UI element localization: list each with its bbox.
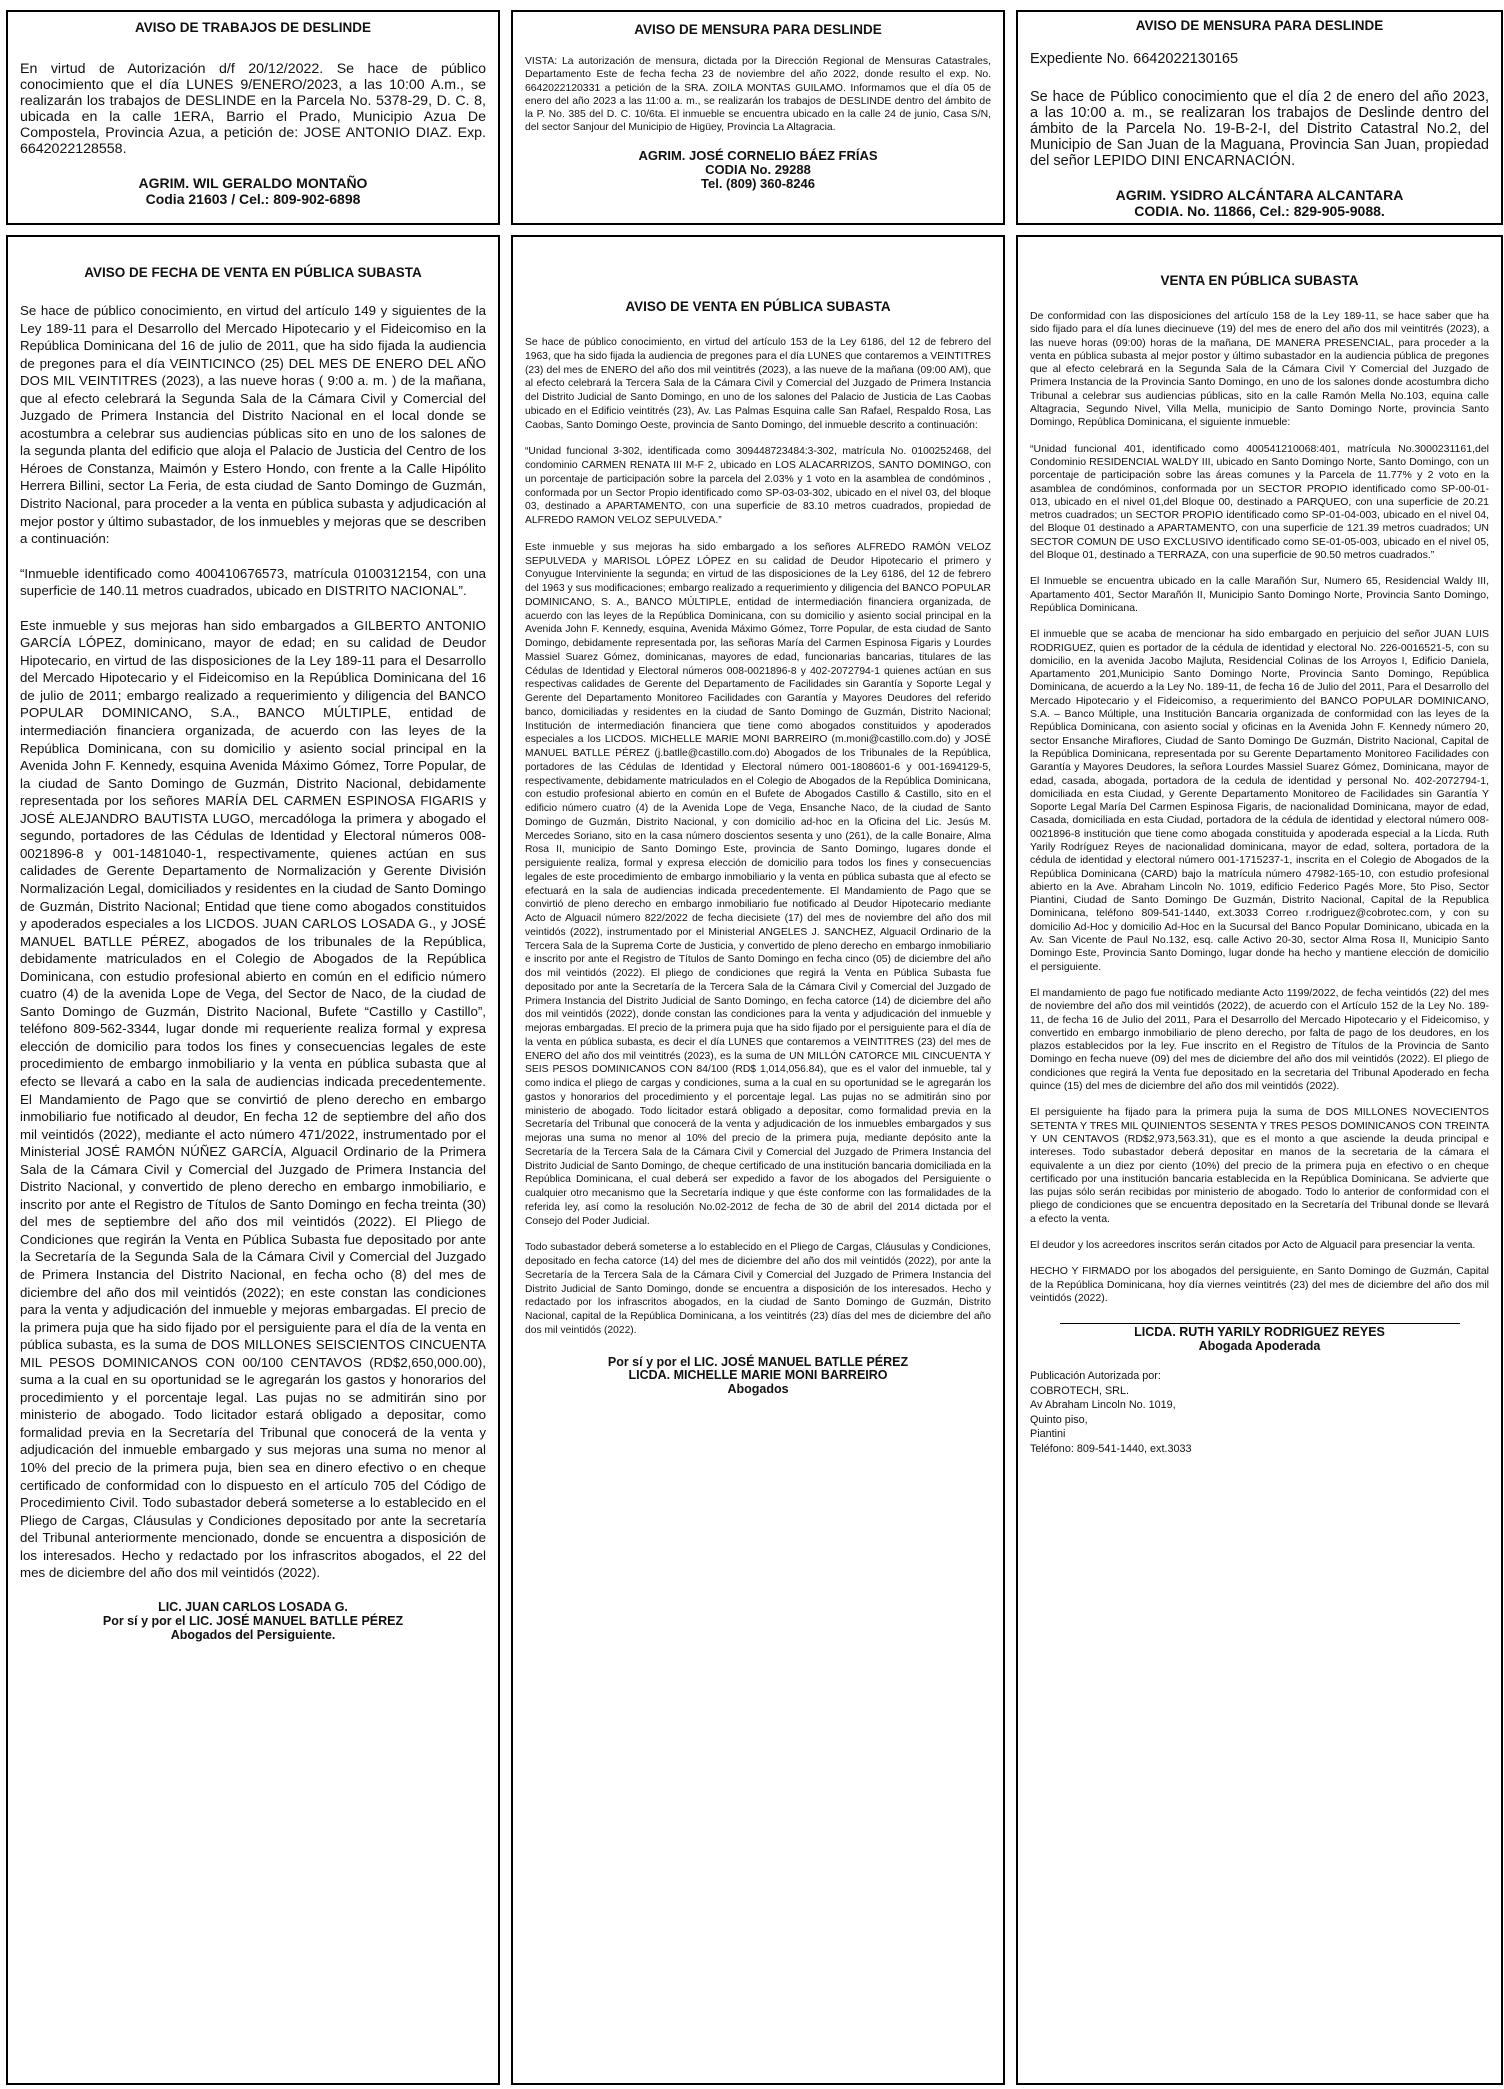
- signer-line: Por sí y por el LIC. JOSÉ MANUEL BATLLE PÉREZ: [607, 1354, 909, 1369]
- notice-paragraph: “Inmueble identificado como 400410676573, matrícula 0100312154, con una superficie de 140.11 metros cuadrados, ubicado en DISTRITO NACIONAL”.: [20, 565, 486, 599]
- signer-name: AGRIM. YSIDRO ALCÁNTARA ALCANTARA: [1115, 187, 1404, 203]
- notice-title: AVISO DE MENSURA PARA DESLINDE: [634, 22, 882, 37]
- notice-paragraph: Todo subastador deberá someterse a lo establecido en el Pliego de Cargas, Cláusulas y Condiciones, depositado en fecha catorce (14) del mes de diciembre del año dos mil veintidós (2022), por ante la Secretaría de la Tercera Sala de la Cámara Civil y Comercial del Juzgado de Primera Instancia del Distrito Judicial de Santo Domingo, donde se encuentra a disposición de los interesados. Hecho y redactado por los infrascritos abogados, en la ciudad de Santo Domingo de Guzmán, Distrito Nacional, capital de la República Dominicana, a los veintitrés (23) días del mes de diciembre del año dos mil veintidós (2022).: [525, 1242, 991, 1336]
- signer-contact: Codia 21603 / Cel.: 809-902-6898: [145, 191, 361, 207]
- notice-deslinde-works: [6, 10, 500, 225]
- notice-paragraph: HECHO Y FIRMADO por los abogados del persiguiente, en Santo Domingo de Guzmán, Capital de la República Dominicana, hoy día viernes veintitrés (23) del mes de diciembre del año dos mil veintidós (2022).: [1030, 1265, 1489, 1304]
- notice-signature: [20, 175, 486, 207]
- signer-line: Por sí y por el LIC. JOSÉ MANUEL BATLLE PÉREZ: [102, 1613, 404, 1628]
- notice-expediente: Expediente No. 6642022130165: [1030, 51, 1239, 67]
- notice-public-auction-sale: [511, 235, 1005, 2085]
- notice-title: VENTA EN PÚBLICA SUBASTA: [1160, 273, 1359, 288]
- notice-body: En virtud de Autorización d/f 20/12/2022. Se hace de público conocimiento que el día LUNES 9/ENERO/2023, a las 10:00 A.m., se realizarán los trabajos de DESLINDE en la Parcela No. 5378-29, D. C. 8, ubicada en la calle 1ERA, Barrio el Prado, Municipio Azua De Compostela, Provincia Azua, a petición de: JOSE ANTONIO DIAZ. Exp. 6642022128558.: [20, 61, 486, 157]
- notice-paragraph: El Inmueble se encuentra ubicado en la calle Marañón Sur, Numero 65, Residencial Waldy III, Apartamento 401, Sector Marañón II, Municipio Santo Domingo Norte, Provincia Santo Domingo, República Dominicana.: [1030, 575, 1489, 614]
- notice-signature: [20, 1600, 486, 1642]
- notice-paragraph: Se hace de público conocimiento, en virtud del artículo 149 y siguientes de la Ley 189-11 para el Desarrollo del Mercado Hipotecario y el Fideicomiso en la República Dominicana del 16 de julio de 2011, que ha sido fijada la audiencia de pregones para el día VEINTICINCO (25) DEL MES DE ENERO DEL AÑO DOS MIL VEINTITRES (2023), a las nueve horas ( 9:00 a. m. ) de la mañana, que al efecto celebrará la Segunda Sala de la Cámara Civil y Comercial del Juzgado de Primera Instancia del Distrito Nacional en el local donde se acostumbra a celebrar sus audiencias públicas sito en uno de los salones de la segunda planta del edificio que aloja el Palacio de Justicia del Centro de los Héroes de Constanza, Maimón y Estero Hondo, con frente a la Calle Hipólito Herrera Billini, sector La Feria, de esta ciudad de Santo Domingo de Guzmán, Distrito Nacional, para proceder a la venta en pública subasta y adjudicación al mejor postor y último subastador, de los inmuebles y mejoras que se describen a continuación:: [20, 303, 486, 547]
- publication-line: Publicación Autorizada por:: [1030, 1370, 1161, 1383]
- notice-mensura-higuey: [511, 10, 1005, 225]
- notice-paragraph: El mandamiento de pago fue notificado mediante Acto 1199/2022, de fecha veintidós (22) del mes de noviembre del año dos mil veintidós (2022), de acuerdo con el Artículo 152 de la Ley No. 189-11, de fecha 16 de Julio del 2011, Para el Desarrollo del Mercado Hipotecario y el Fideicomiso, y convertido en embargo inmobiliario de pleno derecho, por falta de pago de los deudores, en los plazos establecidos por la ley. Fue inscrito en el Registro de Títulos de la Provincia de Santo Domingo en fecha nueve (09) del mes de diciembre del año dos mil veintidós (2022). El pliego de condiciones que regirá la Venta fue depositado en la secretaria del Tribunal Apoderado en fecha quince (15) del mes de diciembre del año dos mil veintidós (2022).: [1030, 986, 1489, 1093]
- signer-name: LICDA. MICHELLE MARIE MONI BARREIRO: [628, 1368, 888, 1382]
- notice-title: AVISO DE FECHA DE VENTA EN PÚBLICA SUBASTA: [84, 265, 422, 280]
- notice-body: Se hace de Público conocimiento que el día 2 de enero del año 2023, a las 10:00 a. m., se realizaran los trabajos de Deslinde dentro del ámbito de la Parcela No. 19-B-2-I, del Distrito Catastral No.2, del Municipio de San Juan de la Maguana, Provincia San Juan, propiedad del señor LEPIDO DINI ENCARNACIÓN.: [1030, 89, 1489, 169]
- notice-title: AVISO DE VENTA EN PÚBLICA SUBASTA: [625, 299, 891, 314]
- notice-body: VISTA: La autorización de mensura, dictada por la Dirección Regional de Mensuras Catastrales, Departamento Este de fecha fecha 23 de noviembre del año 2022, donde resulto el exp. No. 6642022120331 a petición de la SRA. ZOILA MONTAS GUILAMO. Informamos que el día 05 de enero del año 2023 a las 11:00 a. m., se realizarán los trabajos de DESLINDE dentro del ámbito de la P. No. 385 del D. C. 10/6ta. El inmueble se encuentra ubicado en la calle 24 de junio, Casa S/N, del sector Sanjour del Municipio de Higüey, Provincia La Altagracia.: [525, 56, 991, 134]
- notice-signature: [525, 1356, 991, 1397]
- signer-name: AGRIM. WIL GERALDO MONTAÑO: [138, 175, 368, 191]
- notice-paragraph: El inmueble que se acaba de mencionar ha sido embargado en perjuicio del señor JUAN LUIS RODRIGUEZ, quien es portador de la cédula de identidad y electoral No. 226-0016521-5, con su domicilio, en la avenida Jacobo Majluta, Residencial Colinas de los Arroyos I, Edificio Daniela, Apartamento 201,Municipio Santo Domingo Norte, Provincia Santo Domingo, República Dominicana, de acuerdo a la Ley No. 189-11, de fecha 16 de Julio del 2011, Para el Desarrollo del Mercado Hipotecario y el Fideicomiso, a requerimiento del BANCO POPULAR DOMINICANO, S.A. – Banco Múltiple, una Institución Bancaria organizada de conformidad con las leyes de la República Dominicana, con asiento social y oficinas en la Avenida John F. Kennedy número 20, sector Ensanche Miraflores, Ciudad de Santo Domingo De Guzmán, Distrito Nacional, Capital de la República Dominicana, representada por su Gerente Departamento Monitoreo Facilidades con Garantía y Mayores Deudores, la señora Lourdes Massiel Suarez Gómez, Dominicana, mayor de edad, casada, abogada, portadora de la cedula de identidad y personal No. 402-2072794-1, domiciliada en esta Ciudad, y Gerente Departamento Monitoreo de Facilidades sin Garantía Y Soporte Legal María Del Carmen Espinosa Figaris, de nacionalidad Dominicana, mayor de edad, Casada, domiciliada en esta Ciudad, portadora de la cédula de identidad y electoral número 008-0021896-8 institución que tiene como abogada constituida y apoderada especial a la Licda. Ruth Yarily Rodríguez Reyes de nacionalidad dominicana, mayor de edad, soltera, portadora de la cédula de identidad y electoral número 001-1715237-1, inscrita en el Colegio de Abogados de la República Dominicana (CARD) bajo la matrícula número 47982-165-10, con estudio profesional abierto en la Ave. Abraham Lincoln No. 1019, edificio Federico Pagés More, 5to Piso, Sector Piantini, Ciudad de Santo Domingo De Guzmán, Distrito Nacional, Capital de la Republica Dominicana, teléfono 809-541-1440, ext.3033 Correo r.rodriguez@cobrotec.com, y con su domicilio Ad-Hoc y domicilio Ad-Hoc en la Sucursal del Banco Popular Dominicano, ubicada en la Av. San Vicente de Paul No.132, esq. calle Activo 20-30, sector Alma Rosa II, Municipio Santo Domingo Este, Provincia Santo Domingo, lugar donde ha hecho y mantiene elección de domicilio el persiguiente.: [1030, 628, 1489, 973]
- notice-paragraph: El persiguiente ha fijado para la primera puja la suma de DOS MILLONES NOVECIENTOS SETENTA Y TRES MIL QUINIENTOS SESENTA Y TRES PESOS DOMINICANOS CON TREINTA Y UN CENTAVOS (RD$2,973,563.31), que es el monto a que asciende la deuda principal e intereses. Todo subastador deberá depositar en manos de la secretaria de la cámara el equivalente a un diez por ciento (10%) del precio de la primera puja en efectivo o en cheque certificado por una institución bancaria establecida en la República Dominicana. Se advierte que las pujas sólo serán recibidas por ministerio de abogado. Todo lo anterior de conformidad con el pliego de condiciones que se encuentra depositado en la Secretaría del Tribunal donde se llevará a efecto la venta.: [1030, 1106, 1489, 1225]
- signer-role: Abogada Apoderada: [1198, 1338, 1321, 1353]
- notice-paragraph: Este inmueble y sus mejoras ha sido embargado a los señores ALFREDO RAMÓN VELOZ SEPULVEDA y MARISOL LÓPEZ LÓPEZ en su calidad de Deudor Hipotecario el primero y Conyugue Interviniente la segunda; en virtud de las disposiciones de la Ley 6186, del 12 de febrero del 1963 y sus modificaciones; embargo realizado a requerimiento y diligencia del BANCO POPULAR DOMINICANO, S. A., BANCO MÚLTIPLE, entidad de intermediación financiera organizada, de acuerdo con las leyes de la República Dominicana, con su domicilio y asiento social principal en la Avenida John F. Kennedy, esquina, Avenida Máximo Gómez, Torre Popular, de esta ciudad de Santo Domingo, debidamente representada por, las señoras María del Carmen Espinosa Figaris y Lourdes Massiel Suarez Gómez, dominicanas, mayores de edad, funcionarias bancarias, titulares de las Cédulas de Identidad y Electoral números 008-0021896-8 y 402-2072794-1 quienes actúan en sus respectivas calidades de Gerente del Departamento de Facilidades sin Garantía y Soporte Legal y Gerente del Departamento Monitoreo Facilidades con Garantía y Mayores Deudores del referido banco, domiciliadas y residentes en la ciudad de Santo Domingo de Guzmán, Distrito Nacional; Institución de intermediación financiera que tiene como abogados constituidos y apoderados especiales a los LICDOS. MICHELLE MARIE MONI BARREIRO (m.moni@castillo.com.do) y JOSÉ MANUEL BATLLE PÉREZ (j.batlle@castillo.com.do) Abogados de los Tribunales de la República, portadores de las Cédulas de Identidad y Electoral número 001-1808601-6 y 001-1694129-5, respectivamente, debidamente matriculados en el Colegio de Abogados de la República Dominicana, con estudio profesional abierto en común en el Bufete de Abogados Castillo & Castillo, sito en el edificio número cuatro (4) de la Avenida Lope de Vega, Ensanche Naco, de la ciudad de Santo Domingo de Guzmán, Distrito Nacional, y con domicilio ad-hoc en la Oficina del Lic. Jesús M. Mercedes Soriano, sito en la casa número doscientos sesenta y uno (261), de la calle Bonaire, Alma Rosa II, municipio de Santo Domingo Este, provincia de Santo Domingo, lugares donde el persiguiente realiza, formal y expresa elección de domicilio para todos los fines y consecuencias legales de este procedimiento de embargo inmobiliario y la venta en pública subasta que al efecto se efectuará en la sala de audiencias indicada precedentemente. El Mandamiento de Pago que se convirtió de pleno derecho en embargo inmobiliario fue notificado al Deudor Hipotecario mediante Acto de Alguacil número 822/2022 de fecha diecisiete (17) del mes de noviembre del año dos mil veintidós (2022), instrumentado por el Ministerial ANGELES J. SANCHEZ, Alguacil Ordinario de la Tercera Sala de la Suprema Corte de Justicia, y convertido de pleno derecho en embargo inmobiliario e inscrito por ante el Registro de Títulos de Santo Domingo en fecha cinco (05) de diciembre del año dos mil veintidós (2022). El pliego de condiciones que regirá la Venta en Pública Subasta fue depositado por ante la Secretaría de la Tercera Sala de la Cámara Civil y Comercial del Juzgado de Primera Instancia del Distrito Judicial de Santo Domingo, en fecha catorce (14) de diciembre del año dos mil veintidós (2022), donde constan las condiciones para la venta y adjudicación del inmueble y mejoras embargadas. El precio de la primera puja que ha sido fijado por el persiguiente para el día de la venta en pública subasta, es decir el día LUNES que contaremos a VEINTITRES (23) del mes de ENERO del año dos mil veintitrés (2023), es la suma de UN MILLÓN CATORCE MIL CINCUENTA Y SEIS PESOS DOMINICANOS CON 84/100 (RD$ 1,014,056.84), que es el valor del inmueble, tal y como indica el pliego de cargas y condiciones, suma a la cual en su oportunidad se le agregarán los gastos y honorarios del procedimiento y el porcentaje legal. Las pujas no se admitirán sino por ministerio de abogado. Todo licitador estará obligado a depositar, como formalidad previa en la Secretaría del Tribunal que conocerá de la venta y adjudicación de los inmuebles embargados y sus mejoras una suma no menor al 10% del precio de la primera puja, mediante depósito ante la Secretaría de la Tercera Sala de la Cámara Civil y Comercial del Juzgado de Primera Instancia del Distrito Judicial de Santo Domingo, de cheque certificado de una institución bancaria domiciliada en la República Dominicana, el cual deberá ser expedido a favor de los abogados del Persiguiente o cualquier otro mecanismo que la Secretaría indique y que éste conforme con las formalidades de la referida ley, así como la resolución No.02-2012 de fecha de 30 de abril del 2014 dictada por el Consejo del Poder Judicial.: [525, 541, 991, 1227]
- publication-line: COBROTECH, SRL.: [1030, 1384, 1129, 1397]
- publication-line: Av Abraham Lincoln No. 1019,: [1030, 1399, 1176, 1412]
- notice-auction-sale: [1016, 235, 1503, 2085]
- publication-info: [1030, 1369, 1489, 1456]
- signer-role: Abogados del Persiguiente.: [170, 1627, 336, 1642]
- notice-paragraph: “Unidad funcional 401, identificado como 400541210068:401, matrícula No.3000231161,del Condominio RESIDENCIAL WALDY III, ubicado en Santo Domingo Norte, Santo Domingo, con un porcentaje de participación sobre las áreas comunes y la Parcela de 11.77% y 2 voto en la asamblea de condóminos, conformada por un SECTOR PROPIO identificado como SP-00-01-013, ubicado en el nivel 01,del Bloque 00, destinado a PARQUEO, con una superficie de 20.21 metros cuadrados; un SECTOR PROPIO identificado como SP-01-04-003, ubicado en el nivel 04, del Bloque 01 destinado a APARTAMENTO, con una superficie de 121.39 metros cuadrados; UN SECTOR COMUN DE USO EXCLUSIVO identificado como SE-01-05-003, ubicado en el nivel 05, del Bloque 01, destinado a TERRAZA, con una superficie de 90.50 metros cuadrados.”: [1030, 442, 1489, 562]
- signer-role: Abogados: [727, 1381, 789, 1396]
- notice-mensura-san-juan: [1016, 10, 1503, 225]
- signer-name: LIC. JUAN CARLOS LOSADA G.: [158, 1599, 348, 1614]
- notice-signature: [1030, 187, 1489, 219]
- signer-contact: CODIA. No. 11866, Cel.: 829-905-9088.: [1134, 203, 1385, 219]
- publication-line: Piantini: [1030, 1428, 1066, 1441]
- signer-codia: CODIA No. 29288: [705, 161, 811, 177]
- notice-paragraph: Este inmueble y sus mejoras han sido embargados a GILBERTO ANTONIO GARCÍA LÓPEZ, dominicano, mayor de edad; en su calidad de Deudor Hipotecario, en virtud de las disposiciones de la Ley 189-11 para el Desarrollo del Mercado Hipotecario y el Fideicomiso en la República Dominicana del 16 de julio de 2011; embargo realizado a requerimiento y diligencia del BANCO POPULAR DOMINICANO, S.A., BANCO MÚLTIPLE, entidad de intermediación financiera organizada, de acuerdo con las leyes de la República Dominicana, con su domicilio y asiento social principal en la Avenida John F. Kennedy, esquina Avenida Máximo Gómez, Torre Popular, de la ciudad de Santo Domingo de Guzmán, Distrito Nacional, debidamente representada por los señores MARÍA DEL CARMEN ESPINOSA FIGARIS y JOSÉ ALEJANDRO BAUTISTA LUGO, mercadóloga la primera y abogado el segundo, portadores de las Cédulas de Identidad y Electoral números 008-0021896-8 y 001-1481040-1, respectivamente, quienes actúan en sus calidades de Gerente Departamento de Normalización y Gerente División Normalización Legal, domiciliados y residentes en la ciudad de Santo Domingo de Guzmán, Distrito Nacional; Entidad que tiene como abogados constituidos y apoderados especiales a los LICDOS. JUAN CARLOS LOSADA G., y JOSÉ MANUEL BATLLE PÉREZ, abogados de los tribunales de la República, debidamente matriculados en el Colegio de Abogados de la República Dominicana, con estudio profesional abierto en común en el edificio número cuatro (4) de la avenida Lope de Vega, del Sector de Naco, de la ciudad de Santo Domingo de Guzmán, Distrito Nacional, Bufete “Castillo y Castillo”, teléfono 809-562-3344, lugar donde mi requeriente realiza formal y expresa elección de domicilio para todos los fines y consecuencias legales de este procedimiento de embargo inmobiliario y la venta en pública subasta que al efecto se llevará a cabo en la sala de audiencias indicada precedentemente. El Mandamiento de Pago que se convirtió de pleno derecho en embargo inmobiliario fue notificado al deudor, En fecha 12 de septiembre del año dos mil veintidós (2022), mediante el acto número 471/2022, instrumentado por el Ministerial JOSÉ RAMÓN NÚÑEZ GARCÍA, Alguacil Ordinario de la Primera Sala de la Cámara Civil y Comercial del Juzgado de Primera Instancia del Distrito Nacional, y convertido de pleno derecho en embargo inmobiliario, e inscrito por ante el Registro de Títulos de Santo Domingo en fecha treinta (30) del mes de septiembre del año dos mil veintidós (2022). El Pliego de Condiciones que regirán la Venta en Pública Subasta fue depositado por ante la Secretaría de la Segunda Sala de la Cámara Civil y Comercial del Juzgado de Primera Instancia del Distrito Nacional, en fecha ocho (8) del mes de diciembre del año dos mil veintidós (2022); en este constan las condiciones para la venta y adjudicación del inmueble y mejoras embargadas. El precio de la primera puja que ha sido fijado por el persiguiente para el día de la venta en pública subasta, es la suma de DOS MILLONES SEISCIENTOS CINCUENTA MIL PESOS DOMINICANOS CON 00/100 CENTAVOS (RD$2,650,000.00), suma a la cual en su oportunidad se le agregarán los gastos y honorarios del procedimiento y el porcentaje legal. Las pujas no se admitirán sino por ministerio de abogado. Todo licitador estará obligado a depositar, como formalidad previa en la Secretaría del Tribunal que conocerá de la venta y adjudicación del inmueble embargado y sus mejoras una suma no menor al 10% del precio de la primera puja, bien sea en dinero efectivo o en cheque certificado de conformidad con lo dispuesto en el artículo 705 del Código de Procedimiento Civil. Todo subastador deberá someterse a lo establecido en el Pliego de Cargas, Cláusulas y Condiciones depositado por ante la secretaría del Tribunal anteriormente mencionado, donde se encuentra a disposición de los interesados. Hecho y redactado por los infrascritos abogados, el 22 del mes de diciembre del año dos mil veintidós (2022).: [20, 617, 486, 1581]
- notice-sale-date-auction: [6, 235, 500, 2085]
- signer-phone: Tel. (809) 360-8246: [701, 175, 815, 191]
- notice-paragraph: El deudor y los acreedores inscritos serán citados por Acto de Alguacil para presenciar la venta.: [1030, 1239, 1476, 1251]
- signer-name: LICDA. RUTH YARILY RODRIGUEZ REYES: [1134, 1325, 1385, 1340]
- publication-line: Quinto piso,: [1030, 1413, 1088, 1426]
- signer-name: AGRIM. JOSÉ CORNELIO BÁEZ FRÍAS: [638, 147, 878, 163]
- notice-signature: [525, 149, 991, 191]
- notice-paragraph: Se hace de público conocimiento, en virtud del artículo 153 de la Ley 6186, del 12 de febrero del 1963, que ha sido fijada la audiencia de pregones para el día LUNES que contaremos a VEINTITRES (23) del mes de ENERO del año dos mil veintitrés (2023), a las nueve de la mañana (09:00 AM), que al efecto celebrará la Tercera Sala de la Cámara Civil y Comercial del Juzgado de Primera Instancia del Distrito Judicial de Santo Domingo, en uno de los salones del Palacio de Justicia de Las Caobas ubicado en el Edificio veintitrés (23), Av. Las Palmas Esquina calle San Rafael, Respaldo Rosa, Las Caobas, Santo Domingo Oeste, provincia de Santo Domingo, del inmueble descrito a continuación:: [525, 337, 991, 431]
- notice-paragraph: De conformidad con las disposiciones del artículo 158 de la Ley 189-11, se hace saber que ha sido fijado para el día lunes diecinueve (19) del mes de enero del año dos mil veintitrés (2023), a las nueve horas (09:00) horas de la mañana, DE MANERA PRESENCIAL, para proceder a la venta en pública subasta al mejor postor y último subastador en la audiencia pública de pregones que al efecto celebrará en la Segunda Sala de la Cámara Civil Y Comercial del Juzgado de Primera Instancia de la Provincia Santo Domingo, en uno de los salones donde acostumbra dicho Tribunal a celebrar sus audiencias públicas, sito en la calle Ramón Mella No.103, equina calle Altagracia, Segundo Nivel, Villa Mella, municipio de Santo Domingo Norte, provincia Santo Domingo, República Dominicana, el siguiente inmueble:: [1030, 310, 1489, 429]
- publication-line: Teléfono: 809-541-1440, ext.3033: [1030, 1442, 1192, 1455]
- signature-line: [1060, 1323, 1460, 1324]
- notice-title: AVISO DE MENSURA PARA DESLINDE: [1135, 18, 1384, 33]
- notice-title: AVISO DE TRABAJOS DE DESLINDE: [134, 20, 372, 35]
- notice-paragraph: “Unidad funcional 3-302, identificada como 309448723484:3-302, matrícula No. 0100252468, del condominio CARMEN RENATA III M-F 2, ubicado en LOS ALACARRIZOS, SANTO DOMINGO, con un porcentaje de participación sobre la parcela del 2.03% y 1 voto en la asamblea de condóminos , conformada por un Sector Propio identificado como SP-03-03-302, ubicado en el nivel 03, del bloque 03, destinado a APARTAMENTO, con una superficie de 83.10 metros cuadrados, propiedad de ALFREDO RAMON VELOZ SEPULVEDA.”: [525, 446, 991, 526]
- notice-signature: [1030, 1326, 1489, 1353]
